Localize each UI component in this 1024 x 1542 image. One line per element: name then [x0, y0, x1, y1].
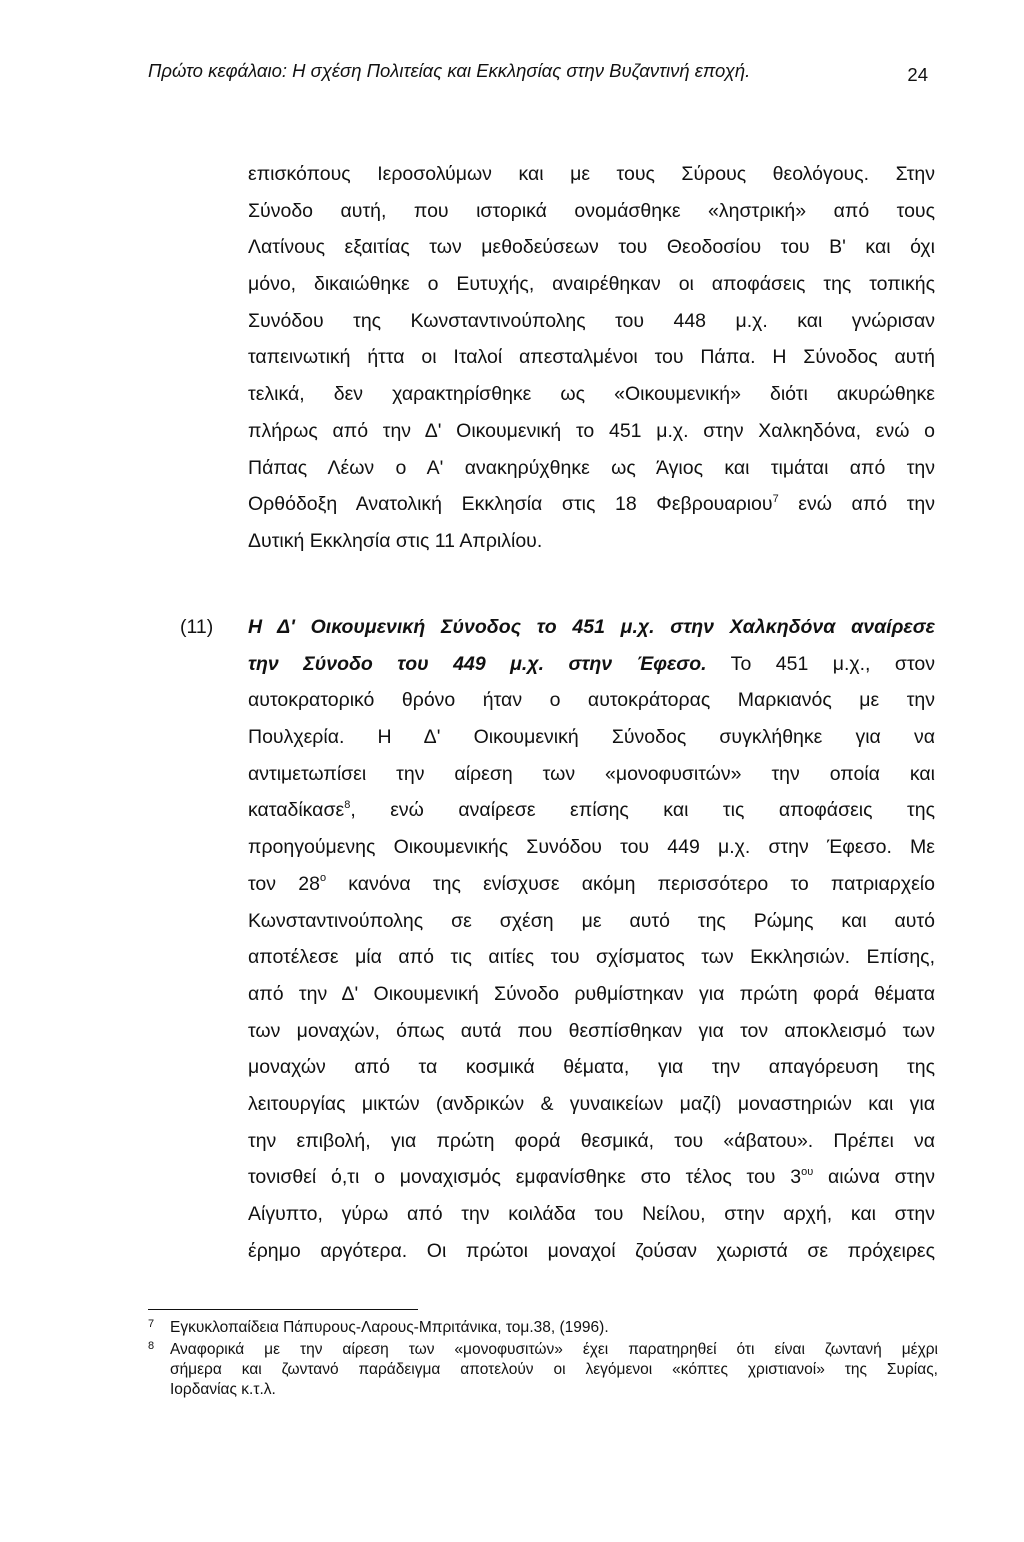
- text-line: προηγούμενης Οικουμενικής Συνόδου του 449 μ.χ. στην Έφεσο. Με: [248, 836, 935, 859]
- text-line: ταπεινωτική ήττα οι Ιταλοί απεσταλμένοι του Πάπα. Η Σύνοδος αυτή: [248, 346, 935, 369]
- text-line: τελικά, δεν χαρακτηρίσθηκε ως «Οικουμενική» διότι ακυρώθηκε: [248, 383, 935, 406]
- item-heading: Η Δ' Οικουμενική Σύνοδος το 451 μ.χ. στην Χαλκηδόνα αναίρεσε: [248, 616, 935, 638]
- footnote-mark: 7: [148, 1318, 155, 1330]
- text-line: από την Δ' Οικουμενική Σύνοδο ρυθμίστηκαν για πρώτη φορά θέματα: [248, 982, 935, 1005]
- footnote-text: Ιορδανίας κ.τ.λ.: [170, 1381, 276, 1398]
- item-heading-end: την Σύνοδο του 449 μ.χ. στην Έφεσο.: [248, 652, 707, 675]
- text-line: [248, 866, 935, 903]
- chapter-title: Πρώτο κεφάλαιο: Η σχέση Πολιτείας και Εκκλησίας στην Βυζαντινή εποχή.: [148, 60, 751, 81]
- footnote-ref-8: 8: [344, 798, 351, 811]
- text-fragment: κανόνα της ενίσχυσε ακόμη περισσότερο το πατριαρχείο: [326, 872, 935, 895]
- text-line: Δυτική Εκκλησία στις 11 Απριλίου.: [248, 529, 543, 552]
- text-line: έρημο αργότερα. Οι πρώτοι μοναχοί ζούσαν χωριστά σε πρόχειρες: [248, 1239, 935, 1262]
- running-header: [148, 60, 928, 90]
- text-line: αποτέλεσε μία από τις αιτίες του σχίσματος των Εκκλησιών. Επίσης,: [248, 946, 935, 969]
- text-line: [248, 792, 935, 829]
- paragraph-continuation: [248, 156, 935, 560]
- footnote-text: Αναφορικά με την αίρεση των «μονοφυσιτών» έχει παρατηρηθεί ότι είναι ζωντανή μέχρι: [170, 1341, 938, 1358]
- ordinal-superscript: ο: [319, 872, 327, 885]
- text-fragment: τονισθεί ό,τι ο μοναχισμός εμφανίσθηκε στο τέλος του 3: [248, 1166, 802, 1189]
- ordinal-superscript: ου: [801, 1165, 814, 1178]
- text-line: Λατίνους εξαιτίας των μεθοδεύσεων του Θεοδοσίου του Β' και όχι: [248, 236, 935, 259]
- text-line: Συνόδου της Κωνσταντινούπολης του 448 μ.χ. και γνώρισαν: [248, 309, 935, 332]
- text-fragment: τον 28: [248, 872, 320, 895]
- footnote-text: Εγκυκλοπαίδεια Πάπυρους-Λαρους-Μπριτάνικα, τομ.38, (1996).: [170, 1319, 609, 1336]
- text-line: την επιβολή, για πρώτη φορά θεσμικά, του «άβατου». Πρέπει να: [248, 1129, 935, 1152]
- text-fragment: καταδίκασε: [248, 799, 345, 822]
- text-line: Αίγυπτο, γύρω από την κοιλάδα του Νείλου, στην αρχή, και στην: [248, 1203, 935, 1225]
- footnote-text: σήμερα και ζωντανό παράδειγμα αποτελούν οι λεγόμενοι «κόπτες χριστιανοί» της Συρίας,: [170, 1361, 938, 1378]
- text-line: πλήρως από την Δ' Οικουμενική το 451 μ.χ. στην Χαλκηδόνα, ενώ ο: [248, 419, 935, 442]
- text-line: των μοναχών, όπως αυτά που θεσπίσθηκαν για τον αποκλεισμό των: [248, 1019, 935, 1042]
- text-line: [248, 1159, 935, 1196]
- footnotes: [148, 1318, 938, 1400]
- text-line: λειτουργίας μικτών (ανδρικών & γυναικείων μαζί) μοναστηριών και για: [248, 1092, 935, 1115]
- text-line: Κωνσταντινούπολης σε σχέση με αυτό της Ρώμης και αυτό: [248, 909, 935, 932]
- text-line: αντιμετωπίσει την αίρεση των «μονοφυσιτών» την οποία και: [248, 762, 935, 785]
- text-line: Πουλχερία. Η Δ' Οικουμενική Σύνοδος συγκλήθηκε για να: [248, 726, 935, 749]
- footnote-7: [148, 1318, 938, 1338]
- footnote-separator: [148, 1309, 418, 1310]
- footnote-8: [148, 1340, 938, 1400]
- item-number: (11): [180, 616, 214, 638]
- text-line: επισκόπους Ιεροσολύμων και με τους Σύρους θεολόγους. Στην: [248, 163, 935, 185]
- text-line: [248, 646, 935, 683]
- text-line: [248, 486, 935, 523]
- text-fragment: αιώνα στην: [813, 1166, 935, 1189]
- footnote-mark: 8: [148, 1340, 155, 1352]
- footnote-ref-7: 7: [772, 492, 779, 505]
- text-line: αυτοκρατορικό θρόνο ήταν ο αυτοκράτορας Μαρκιανός με την: [248, 689, 935, 712]
- text-line: Σύνοδο αυτή, που ιστορικά ονομάσθηκε «ληστρική» από τους: [248, 199, 935, 222]
- text-fragment: ενώ από την: [778, 493, 936, 516]
- numbered-paragraph: [248, 609, 935, 1269]
- text-fragment: Ορθόδοξη Ανατολική Εκκλησία στις 18 Φεβρουαριου: [248, 493, 773, 516]
- text-line: Πάπας Λέων ο Α' ανακηρύχθηκε ως Άγιος και τιμάται από την: [248, 456, 935, 479]
- text-fragment: , ενώ αναίρεσε επίσης και τις αποφάσεις της: [350, 799, 935, 822]
- text-line: μόνο, δικαιώθηκε ο Ευτυχής, αναιρέθηκαν οι αποφάσεις της τοπικής: [248, 273, 935, 296]
- text-fragment: Το 451 μ.χ., στον: [706, 652, 935, 675]
- text-line: μοναχών από τα κοσμικά θέματα, για την απαγόρευση της: [248, 1056, 935, 1079]
- page-number: 24: [907, 64, 928, 85]
